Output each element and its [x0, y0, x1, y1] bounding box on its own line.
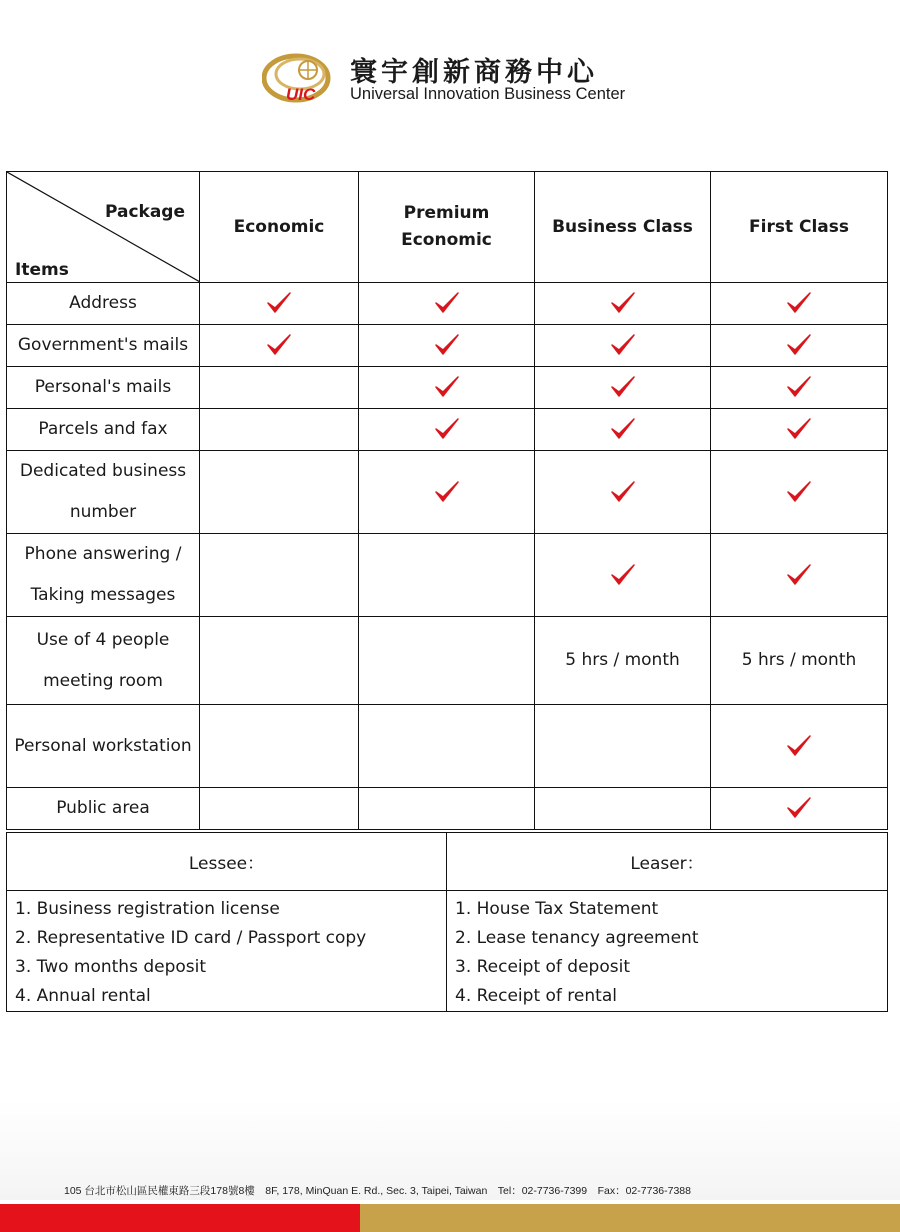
- corner-items-label: Items: [15, 260, 69, 280]
- table-row: [7, 788, 888, 830]
- check-icon: [266, 291, 292, 315]
- included-cell: [711, 788, 888, 830]
- row-item-label: Public area: [7, 788, 200, 830]
- row-item-label: Parcels and fax: [7, 409, 200, 451]
- empty-cell: [359, 534, 535, 617]
- lessee-item: 2. Representative ID card / Passport copy: [15, 928, 367, 948]
- check-icon: [434, 375, 460, 399]
- check-icon: [786, 375, 812, 399]
- included-cell: [535, 367, 711, 409]
- lessee-item: 4. Annual rental: [15, 986, 151, 1006]
- lessee-list: [7, 891, 447, 1012]
- included-cell: [535, 534, 711, 617]
- row-item-label: Personal workstation: [7, 705, 200, 788]
- check-icon: [610, 333, 636, 357]
- included-cell: [200, 283, 359, 325]
- included-cell: [711, 367, 888, 409]
- check-icon: [610, 480, 636, 504]
- required-documents-table: [6, 832, 888, 1012]
- included-cell: [200, 325, 359, 367]
- check-icon: [786, 333, 812, 357]
- leaser-list: [447, 891, 888, 1012]
- check-icon: [786, 480, 812, 504]
- included-cell: [711, 534, 888, 617]
- empty-cell: [200, 788, 359, 830]
- included-cell: [359, 367, 535, 409]
- included-cell: [535, 325, 711, 367]
- empty-cell: [359, 705, 535, 788]
- row-item-label: Address: [7, 283, 200, 325]
- empty-cell: [200, 367, 359, 409]
- row-item-label: Personal's mails: [7, 367, 200, 409]
- table-row: [7, 409, 888, 451]
- included-cell: [359, 325, 535, 367]
- empty-cell: [535, 788, 711, 830]
- leaser-item: 3. Receipt of deposit: [455, 957, 630, 977]
- row-item-label: Phone answering / Taking messages: [7, 534, 200, 617]
- package-comparison-table: [6, 171, 888, 830]
- check-icon: [786, 734, 812, 758]
- included-cell: [359, 451, 535, 534]
- footer-address: 105 台北市松山區民權東路三段178號8樓 8F, 178, MinQuan E. Rd., Sec. 3, Taipei, Taiwan Tel：02-7736-7399 Fax：02-7736-7388: [64, 1185, 691, 1197]
- lessee-item: 1. Business registration license: [15, 899, 280, 919]
- check-icon: [266, 333, 292, 357]
- empty-cell: [359, 788, 535, 830]
- uic-logo: [262, 48, 342, 106]
- check-icon: [610, 563, 636, 587]
- brand-name-english: Universal Innovation Business Center: [350, 85, 626, 103]
- column-header-premium-economic-label: Premium Economic: [401, 203, 492, 250]
- check-icon: [786, 291, 812, 315]
- check-icon: [610, 375, 636, 399]
- empty-cell: [359, 617, 535, 705]
- leaser-title: Leaser：: [447, 833, 888, 891]
- check-icon: [434, 333, 460, 357]
- empty-cell: [200, 705, 359, 788]
- value-cell: 5 hrs / month: [711, 617, 888, 705]
- table-row: [7, 617, 888, 705]
- check-icon: [434, 480, 460, 504]
- row-item-label: Dedicated business number: [7, 451, 200, 534]
- empty-cell: [200, 534, 359, 617]
- lessee-title: Lessee：: [7, 833, 447, 891]
- empty-cell: [535, 705, 711, 788]
- included-cell: [711, 325, 888, 367]
- table-row: [7, 534, 888, 617]
- empty-cell: [200, 617, 359, 705]
- row-item-label: Government's mails: [7, 325, 200, 367]
- lessee-item: 3. Two months deposit: [15, 957, 207, 977]
- column-header-first-class: First Class: [711, 172, 888, 283]
- table-row: [7, 325, 888, 367]
- table-row: [7, 367, 888, 409]
- empty-cell: [200, 451, 359, 534]
- leaser-item: 1. House Tax Statement: [455, 899, 659, 919]
- check-icon: [786, 417, 812, 441]
- check-icon: [786, 796, 812, 820]
- empty-cell: [200, 409, 359, 451]
- check-icon: [434, 417, 460, 441]
- check-icon: [610, 291, 636, 315]
- included-cell: [359, 283, 535, 325]
- check-icon: [786, 563, 812, 587]
- footer-gold-bar: [360, 1204, 900, 1232]
- page-header: [262, 48, 652, 108]
- included-cell: [711, 283, 888, 325]
- check-icon: [434, 291, 460, 315]
- leaser-item: 2. Lease tenancy agreement: [455, 928, 699, 948]
- leaser-item: 4. Receipt of rental: [455, 986, 617, 1006]
- value-cell: 5 hrs / month: [535, 617, 711, 705]
- column-header-business-class: Business Class: [535, 172, 711, 283]
- corner-package-label: Package: [104, 202, 185, 222]
- included-cell: [711, 451, 888, 534]
- included-cell: [535, 283, 711, 325]
- check-icon: [610, 417, 636, 441]
- row-item-label: Use of 4 people meeting room: [7, 617, 200, 705]
- included-cell: [711, 705, 888, 788]
- table-row: [7, 283, 888, 325]
- included-cell: [535, 451, 711, 534]
- included-cell: [359, 409, 535, 451]
- table-row: [7, 451, 888, 534]
- brand-name-chinese: 寰宇創新商務中心: [350, 57, 598, 88]
- corner-header-cell: [7, 172, 200, 283]
- column-header-premium-economic: [359, 172, 535, 283]
- table-header-row: [7, 172, 888, 283]
- logo-text: UIC: [286, 85, 316, 104]
- included-cell: [535, 409, 711, 451]
- table-row: [7, 705, 888, 788]
- footer-red-bar: [0, 1204, 360, 1232]
- column-header-economic: Economic: [200, 172, 359, 283]
- included-cell: [711, 409, 888, 451]
